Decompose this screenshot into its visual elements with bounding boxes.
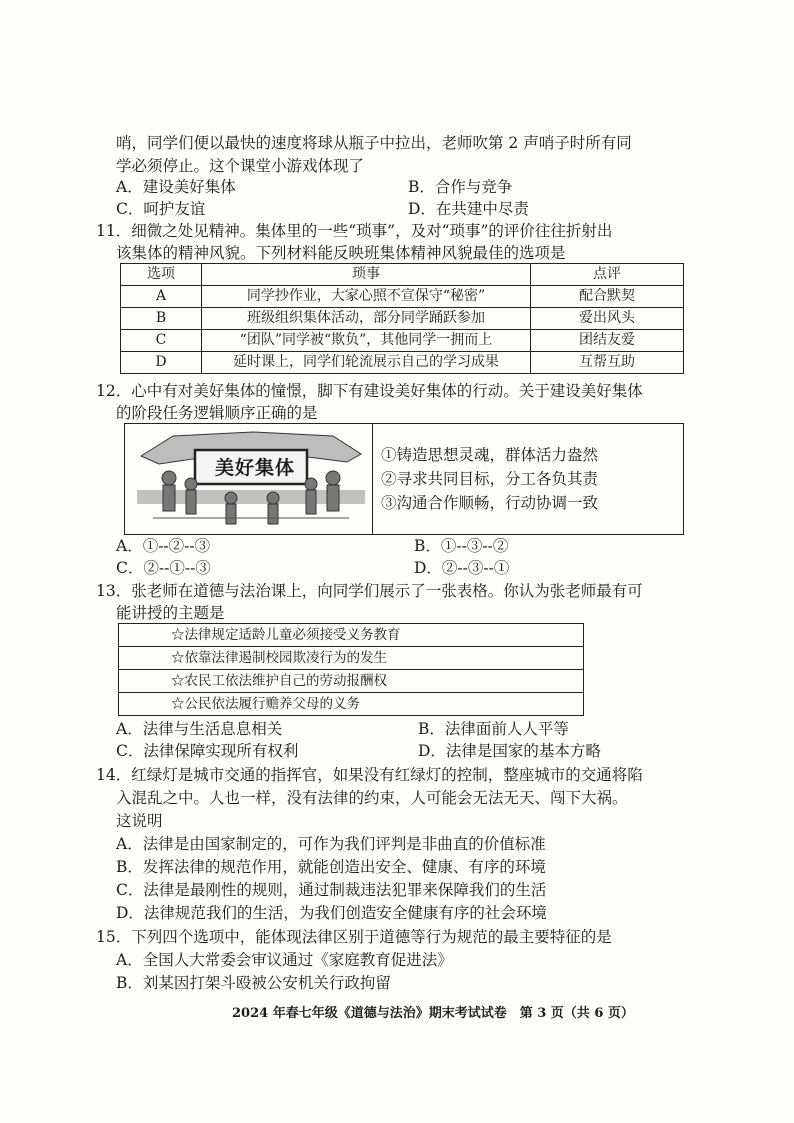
table-cell: C [121,330,202,352]
table-cell: “团队”同学被“欺负”，其他同学一拥而上 [202,330,531,352]
table-row [121,330,684,352]
q13-table [118,623,584,716]
q10-option-c: C．呵护友谊 [116,200,206,218]
table-header-cell: 琐事 [202,264,531,286]
table-row [119,647,584,670]
q14-stem-line1: 14．红绿灯是城市交通的指挥官，如果没有红绿灯的控制，整座城市的交通将陷 [96,766,643,784]
q13-option-a: A．法律与生活息息相关 [116,720,283,738]
q12-option-b: B．①--③--② [414,537,509,555]
q14-stem-line3: 这说明 [116,812,163,830]
table-cell: A [121,286,202,308]
table-cell: 互帮互助 [531,352,684,374]
q14-stem-line2: 入混乱之中。人也一样，没有法律的约束，人可能会无法无天、闯下大祸。 [116,789,628,807]
table-cell: ☆公民依法履行赡养父母的义务 [119,693,584,716]
q13-stem-line1: 13．张老师在道德与法治课上，向同学们展示了一张表格。你认为张老师最有可 [96,582,643,600]
q10-stem-line2: 学必须停止。这个课堂小游戏体现了 [116,157,365,175]
q13-option-d: D．法律是国家的基本方略 [418,742,601,760]
q12-item-2: ②寻求共同目标，分工各负其责 [381,470,599,488]
page-footer: 2024 年春七年级《道德与法治》期末考试试卷 第 3 页（共 6 页） [232,1006,634,1021]
q14-option-a: A．法律是由国家制定的，可作为我们评判是非曲直的价值标准 [116,835,546,853]
table-cell: 配合默契 [531,286,684,308]
q11-stem-line2: 该集体的精神风貌。下列材料能反映班集体精神风貌最佳的选项是 [116,244,566,262]
q12-item-1: ①铸造思想灵魂，群体活力盎然 [381,446,599,464]
table-header-cell: 点评 [531,264,684,286]
q10-stem-line1: 哨，同学们便以最快的速度将球从瓶子中拉出，老师吹第 2 声哨子时所有同 [116,134,632,152]
q12-figure-box [124,423,684,535]
table-row [121,308,684,330]
table-header-cell: 选项 [121,264,202,286]
table-cell: ☆农民工依法维护自己的劳动报酬权 [119,670,584,693]
figure-divider [372,424,373,534]
q10-option-d: D．在共建中尽责 [408,200,529,218]
q14-option-d: D．法律规范我们的生活，为我们创造安全健康有序的社会环境 [116,904,547,922]
q15-option-b: B．刘某因打架斗殴被公安机关行政拘留 [116,974,391,992]
table-cell: D [121,352,202,374]
q12-option-c: C．②--①--③ [116,559,211,577]
table-cell: B [121,308,202,330]
q12-stem-line2: 的阶段任务逻辑顺序正确的是 [116,404,318,422]
q13-option-b: B．法律面前人人平等 [418,720,569,738]
q12-option-a: A．①--②--③ [116,537,211,555]
q11-table [120,263,684,374]
table-cell: 爱出风头 [531,308,684,330]
table-row [119,624,584,647]
table-header-row [121,264,684,286]
q12-item-3: ③沟通合作顺畅，行动协调一致 [381,494,599,512]
table-row [121,352,684,374]
table-cell: ☆法律规定适龄儿童必须接受义务教育 [119,624,584,647]
table-row [121,286,684,308]
q10-option-b: B．合作与竞争 [408,178,513,196]
q15-option-a: A．全国人大常委会审议通过《家庭教育促进法》 [116,951,453,969]
q13-option-c: C．法律保障实现所有权利 [116,742,299,760]
table-row [119,693,584,716]
banner-title: 美好集体 [215,457,296,479]
q12-option-d: D．②--③--① [414,559,510,577]
q11-stem-line1: 11．细微之处见精神。集体里的一些“琐事”，及对“琐事”的评价往往折射出 [96,222,613,240]
table-cell: ☆依靠法律遏制校园欺凌行为的发生 [119,647,584,670]
table-cell: 班级组织集体活动，部分同学踊跃参加 [202,308,531,330]
q12-stem-line1: 12．心中有对美好集体的憧憬，脚下有建设美好集体的行动。关于建设美好集体 [96,382,643,400]
table-cell: 延时课上，同学们轮流展示自己的学习成果 [202,352,531,374]
q14-option-b: B．发挥法律的规范作用，就能创造出安全、健康、有序的环境 [116,858,546,876]
table-cell: 同学抄作业，大家心照不宣保守“秘密” [202,286,531,308]
table-cell: 团结友爱 [531,330,684,352]
q13-stem-line2: 能讲授的主题是 [116,604,225,622]
table-row [119,670,584,693]
q14-option-c: C．法律是最刚性的规则，通过制裁违法犯罪来保障我们的生活 [116,881,547,899]
q15-stem: 15．下列四个选项中，能体现法律区别于道德等行为规范的最主要特征的是 [96,928,612,946]
q10-option-a: A．建设美好集体 [116,178,236,196]
